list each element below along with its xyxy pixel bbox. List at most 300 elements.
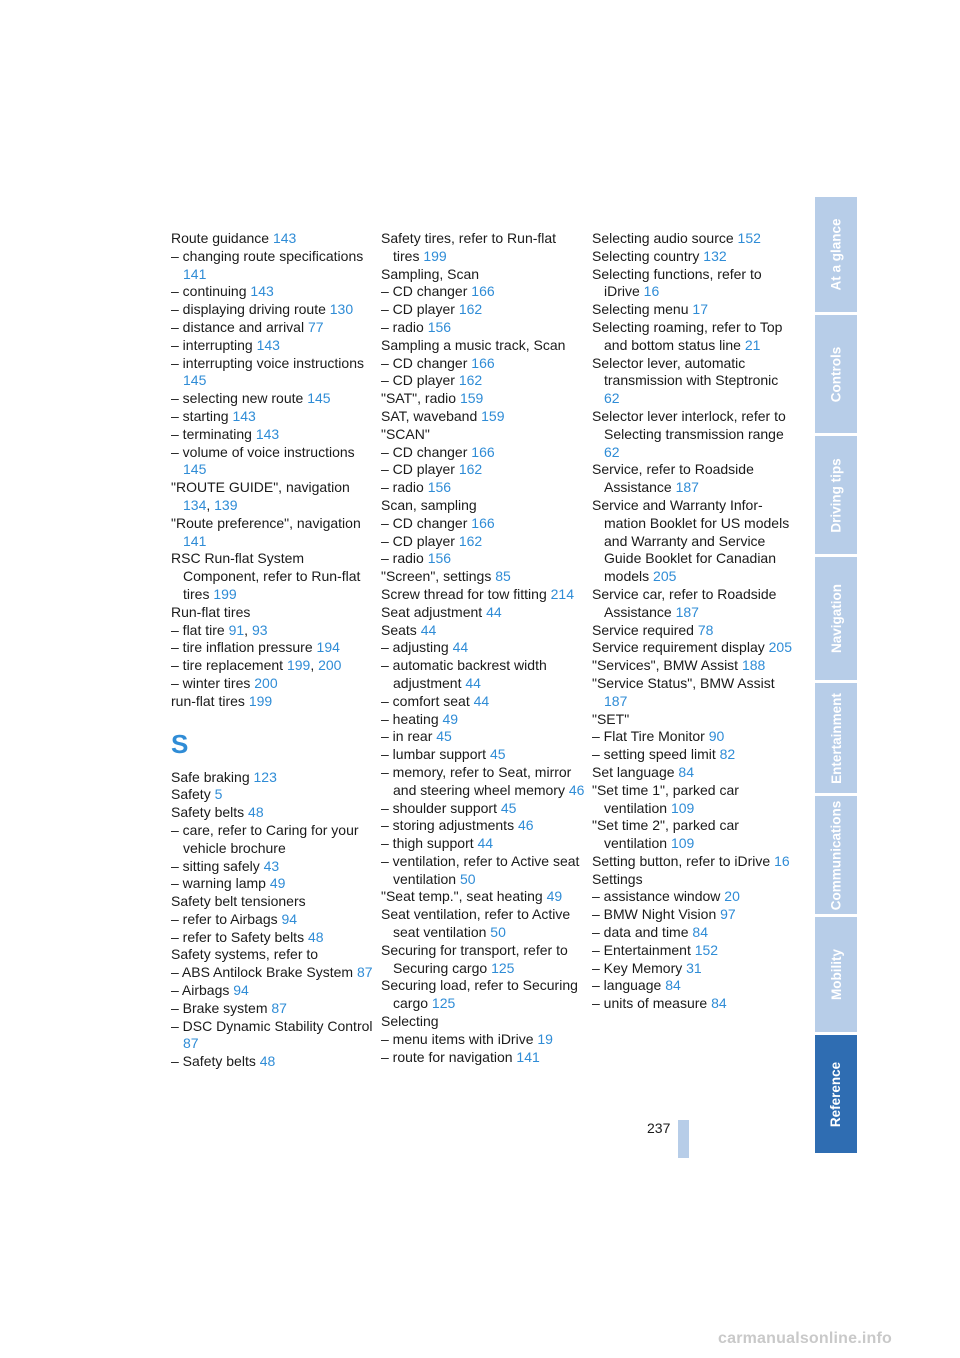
chapter-tab-label: Entertainment [828, 692, 844, 784]
index-entry [171, 675, 376, 693]
page-reference-link[interactable]: 49 [546, 888, 563, 905]
index-entry-term: – selecting new route [171, 390, 304, 407]
index-entry-term: – CD player [381, 532, 455, 549]
chapter-sidebar [815, 197, 857, 1156]
index-entry [381, 266, 586, 284]
index-entry [592, 960, 797, 978]
index-entry [171, 822, 376, 858]
index-entry-term: Sampling a music track, Scan [381, 336, 566, 353]
index-entry-term: Selector lever, automatic transmission with Steptronic [592, 354, 779, 389]
index-entry-term: – Entertainment [592, 941, 691, 958]
index-entry-term: Selecting functions, refer to iDrive [592, 265, 762, 300]
index-entry [171, 929, 376, 947]
index-entry [592, 942, 797, 960]
page-reference-link[interactable]: 109 [670, 799, 695, 816]
page-reference-link[interactable]: 205 [768, 639, 792, 656]
index-entry-term: Safety belts [171, 804, 245, 821]
page-reference-link[interactable]: 166 [471, 354, 495, 371]
index-entry [592, 622, 797, 640]
index-entry [592, 871, 797, 889]
page-reference-link[interactable]: 84 [678, 763, 694, 780]
page-reference-link[interactable]: 125 [431, 995, 456, 1012]
index-entry-term: – DSC Dynamic Stability Control [171, 1017, 373, 1034]
page-reference-link[interactable]: 5 [214, 786, 223, 803]
page-reference-link[interactable]: 134 [183, 496, 207, 513]
index-entry-term: Selecting menu [592, 301, 689, 318]
index-entry [171, 355, 376, 391]
index-entry [592, 497, 797, 586]
page-reference-link[interactable]: 143 [232, 407, 256, 424]
index-entry-term: Safety tires, refer to Run-flat tires [381, 230, 557, 264]
index-entry-term: – distance and arrival [171, 318, 305, 335]
index-entry-term: – terminating [171, 425, 252, 442]
index-entry-term: – winter tires [171, 674, 251, 691]
index-entry-term: Selector lever interlock, refer to Selecting transmission range [592, 407, 786, 442]
index-entry-term: – ventilation, refer to Active seat ventilation [381, 852, 580, 887]
index-entry-term: "SCAN" [381, 425, 430, 442]
index-entry [171, 964, 376, 982]
page-reference-link[interactable]: 93 [251, 621, 268, 638]
page-reference-link[interactable]: 199 [286, 657, 311, 674]
page-reference-link[interactable]: 145 [183, 372, 207, 389]
index-entry [592, 764, 797, 782]
index-entry [381, 764, 586, 800]
page-reference-link[interactable]: 162 [458, 461, 483, 478]
index-entry [592, 906, 797, 924]
index-entry-term: Setting button, refer to iDrive [592, 852, 771, 869]
index-entry [381, 657, 586, 693]
index-entry-term: Securing load, refer to Securing cargo [381, 977, 578, 1012]
page-reference-link[interactable]: 50 [490, 924, 506, 941]
index-entry [381, 283, 586, 301]
index-entry [171, 982, 376, 1000]
index-entry-term: – automatic backrest width adjustment [381, 657, 547, 691]
index-entry-term: "SAT", radio [381, 390, 457, 407]
index-entry [171, 893, 376, 911]
page-reference-link[interactable]: 62 [604, 390, 620, 407]
page-reference-link[interactable]: 194 [316, 639, 340, 656]
chapter-tab-label: At a glance [828, 218, 844, 291]
page-reference-link[interactable]: 159 [459, 390, 484, 407]
chapter-tab-label: Communications [828, 800, 844, 910]
page-reference-link[interactable]: 200 [254, 674, 278, 691]
index-entry [592, 817, 797, 853]
index-entry [171, 1000, 376, 1018]
page-reference-link[interactable]: 94 [233, 982, 249, 999]
page-reference-link[interactable]: 141 [183, 532, 207, 549]
index-entry [592, 461, 797, 497]
index-entry-term: – CD changer [381, 514, 468, 531]
index-entry: "ROUTE GUIDE", navigation 134, 139 [171, 479, 350, 513]
index-entry [381, 906, 586, 942]
index-entry-term: – radio [381, 479, 424, 496]
page-reference-link[interactable]: 145 [307, 390, 331, 407]
page-reference-link[interactable]: 199 [248, 692, 273, 709]
page-reference-link[interactable]: 162 [458, 532, 483, 549]
chapter-tab-entertainment[interactable] [815, 683, 857, 793]
index-entry-term: – refer to Airbags [171, 910, 278, 927]
index-entry-term: Seats [381, 621, 417, 638]
page-reference-link[interactable]: 94 [281, 910, 298, 927]
index-entry-term: – refer to Safety belts [171, 928, 305, 945]
index-entry [171, 283, 376, 301]
index-column-2 [381, 230, 586, 1066]
index-entry [381, 977, 586, 1013]
index-entry [381, 533, 586, 551]
index-entry [381, 230, 586, 266]
page-reference-link[interactable]: 156 [427, 550, 452, 567]
index-entry-term: Settings [592, 870, 643, 887]
page-reference-link[interactable]: 62 [604, 443, 620, 460]
index-entry [171, 230, 376, 248]
index-entry [592, 711, 797, 729]
index-entry-term: Run-flat tires [171, 603, 251, 620]
index-entry-term: – starting [171, 407, 229, 424]
index-entry [592, 586, 797, 622]
page-reference-link[interactable]: 141 [516, 1048, 540, 1065]
index-entry-term: – CD changer [381, 354, 468, 371]
index-entry-term: Seat ventilation, refer to Active seat ventilation [381, 906, 571, 941]
page-reference-link[interactable]: 78 [697, 621, 714, 638]
page-reference-link[interactable]: 44 [465, 674, 481, 691]
watermark: carmanualsonline.info [718, 1330, 893, 1347]
page-reference-link[interactable]: 214 [550, 585, 574, 602]
index-entry-term: – adjusting [381, 639, 449, 656]
page-reference-link[interactable]: 91 [228, 621, 245, 638]
page-reference-link[interactable]: 84 [711, 995, 727, 1012]
page-reference-link[interactable]: 141 [183, 265, 207, 282]
page-reference-link[interactable]: 152 [694, 941, 719, 958]
index-entry [381, 497, 586, 515]
page-reference-link[interactable]: 49 [269, 875, 286, 892]
index-entry [592, 230, 797, 248]
index-entry-term: – assistance window [592, 888, 721, 905]
index-entry: – flat tire 91, 93 [171, 621, 268, 638]
index-entry-term: – CD changer [381, 283, 468, 300]
index-entry [381, 800, 586, 818]
index-entry-term: Scan, sampling [381, 496, 477, 513]
index-entry-term: run-flat tires [171, 692, 245, 709]
index-entry [592, 266, 797, 302]
page-reference-link[interactable]: 20 [724, 888, 740, 905]
index-entry-term: – warning lamp [171, 875, 266, 892]
index-entry-term: – tire inflation pressure [171, 639, 313, 656]
index-entry [592, 888, 797, 906]
chapter-tab-reference[interactable] [815, 1035, 857, 1153]
index-entry [381, 622, 586, 640]
index-entry [381, 586, 586, 604]
index-entry [171, 248, 376, 284]
page-reference-link[interactable]: 85 [495, 568, 511, 585]
page-reference-link[interactable]: 143 [255, 425, 280, 442]
index-entry [171, 804, 376, 822]
index-entry [592, 639, 797, 657]
chapter-tab-controls[interactable] [815, 315, 857, 433]
index-entry [381, 693, 586, 711]
index-entry-term: Service required [592, 621, 694, 638]
page-reference-link[interactable]: 143 [250, 283, 274, 300]
page-reference-link[interactable]: 84 [692, 924, 708, 941]
index-entry [381, 515, 586, 533]
index-entry-term: Selecting country [592, 247, 700, 264]
index-entry-term: Safety belt tensioners [171, 893, 306, 910]
index-entry-term: – radio [381, 318, 424, 335]
index-entry [381, 1049, 586, 1067]
page-reference-link[interactable]: 16 [774, 852, 790, 869]
page-reference-link[interactable]: 200 [318, 657, 342, 674]
index-entry-term: – heating [381, 710, 439, 727]
page-reference-link[interactable]: 45 [436, 728, 452, 745]
page-reference-link[interactable]: 159 [481, 407, 505, 424]
page-reference-link[interactable]: 16 [643, 283, 660, 300]
index-entry [381, 711, 586, 729]
index-entry [171, 337, 376, 355]
page-reference-link[interactable]: 87 [271, 999, 287, 1016]
index-entry-term: – BMW Night Vision [592, 906, 717, 923]
index-entry [171, 946, 376, 964]
page-reference-link[interactable]: 45 [500, 799, 517, 816]
index-entry-term: "Screen", settings [381, 568, 492, 585]
index-entry-term: Safe braking [171, 768, 250, 785]
page-reference-link[interactable]: 46 [568, 781, 585, 798]
page-reference-link[interactable]: 77 [307, 318, 324, 335]
index-entry [171, 769, 376, 787]
page-reference-link[interactable]: 48 [248, 804, 264, 821]
index-entry-term: "Route preference", navigation [171, 514, 361, 531]
index-entry-term: – care, refer to Caring for your vehicle brochure [171, 821, 359, 856]
index-entry-term: Service car, refer to Roadside Assistance [592, 585, 777, 620]
page-reference-link[interactable]: 132 [703, 247, 727, 264]
page-reference-link[interactable]: 50 [459, 870, 476, 887]
page-reference-link[interactable]: 125 [491, 959, 515, 976]
index-entry [592, 728, 797, 746]
index-entry [171, 693, 376, 711]
page-reference-link[interactable]: 205 [653, 568, 677, 585]
index-entry [381, 319, 586, 337]
index-entry [592, 924, 797, 942]
index-entry-term: – shoulder support [381, 799, 497, 816]
page-reference-link[interactable]: 44 [473, 692, 490, 709]
page-reference-link[interactable]: 21 [744, 336, 761, 353]
index-entry [381, 337, 586, 355]
index-entry [171, 408, 376, 426]
index-entry [381, 550, 586, 568]
index-entry [171, 1053, 376, 1071]
index-entry [592, 746, 797, 764]
page-reference-link[interactable]: 188 [741, 657, 766, 674]
index-entry-term: – memory, refer to Seat, mirror and steering wheel memory [381, 763, 572, 798]
index-entry-term: – volume of voice instructions [171, 443, 355, 460]
index-entry-term: Selecting [381, 1013, 439, 1030]
page-reference-link[interactable]: 19 [537, 1030, 553, 1047]
index-entry-term: – interrupting voice instructions [171, 354, 364, 371]
page-reference-link[interactable]: 84 [665, 977, 681, 994]
index-entry-term: Sampling, Scan [381, 265, 480, 282]
page-reference-link[interactable]: 152 [737, 230, 761, 246]
page-reference-link[interactable]: 143 [272, 230, 297, 246]
index-entry-term: RSC Run-flat System Component, refer to Run-flat tires [171, 550, 361, 602]
index-entry [381, 1013, 586, 1031]
index-entry [381, 461, 586, 479]
index-entry [381, 728, 586, 746]
page-reference-link[interactable]: 187 [604, 692, 628, 709]
index-entry-term: Set language [592, 763, 675, 780]
index-entry [381, 942, 586, 978]
page-reference-link[interactable]: 45 [489, 746, 506, 763]
page-reference-link[interactable]: 97 [720, 906, 736, 923]
index-entry-term: Service requirement display [592, 639, 765, 656]
index-entry-term: – Airbags [171, 982, 230, 999]
index-entry [381, 355, 586, 373]
index-entry-term: Route guidance [171, 230, 270, 246]
page-reference-link[interactable]: 87 [183, 1035, 199, 1052]
chapter-tab-label: Reference [828, 1061, 844, 1127]
index-entry [171, 786, 376, 804]
index-entry [381, 301, 586, 319]
page-reference-link[interactable]: 44 [452, 639, 469, 656]
chapter-tab-label: Navigation [828, 583, 844, 654]
chapter-tab-label: Controls [828, 346, 844, 402]
page-reference-link[interactable]: 187 [675, 603, 699, 620]
page-reference-link[interactable]: 145 [183, 461, 207, 478]
index-entry-term: – CD changer [381, 443, 468, 460]
index-entry-term: – Brake system [171, 999, 268, 1016]
index-entry-term: – menu items with iDrive [381, 1030, 534, 1047]
chapter-tab-label: Mobility [828, 949, 844, 1000]
index-entry-term: "Set time 1", parked car ventilation [592, 781, 739, 816]
page-reference-link[interactable]: 17 [692, 301, 708, 318]
page-reference-link[interactable]: 109 [670, 835, 695, 852]
index-entry [171, 319, 376, 337]
index-entry-term: Safety systems, refer to [171, 946, 319, 963]
page-reference-link[interactable]: 130 [329, 301, 354, 318]
section-letter: S [171, 728, 189, 759]
page-reference-link[interactable]: 87 [356, 964, 373, 981]
index-entry [171, 639, 376, 657]
index-entry-term: – language [592, 977, 662, 994]
index-column-3 [592, 230, 797, 1013]
page-reference-link[interactable]: 48 [307, 928, 324, 945]
page-reference-link[interactable]: 44 [420, 621, 437, 638]
index-entry [171, 444, 376, 480]
page-reference-link[interactable]: 162 [458, 301, 483, 318]
page-reference-link[interactable]: 162 [458, 372, 483, 389]
index-entry-term: – sitting safely [171, 857, 260, 874]
page-reference-link[interactable]: 156 [427, 318, 452, 335]
page-reference-link[interactable]: 82 [719, 746, 736, 763]
index-entry [171, 911, 376, 929]
index-entry [381, 372, 586, 390]
index-entry-term: Selecting roaming, refer to Top and bottom status line [592, 318, 783, 353]
index-entry [381, 408, 586, 426]
index-entry-term: – comfort seat [381, 692, 470, 709]
index-entry-term: Securing for transport, refer to Securing cargo [381, 941, 568, 976]
index-entry-term: – flat tire [171, 621, 225, 638]
index-entry-term: – CD player [381, 372, 455, 389]
index-entry-term: – tire replacement [171, 657, 284, 674]
index-entry-term: "ROUTE GUIDE", navigation [171, 479, 350, 496]
page-reference-link[interactable]: 46 [517, 817, 534, 834]
index-entry-term: – continuing [171, 283, 247, 300]
index-entry [171, 604, 376, 622]
index-entry-term: – route for navigation [381, 1048, 513, 1065]
page-reference-link[interactable]: 199 [423, 247, 447, 264]
index-entry [381, 639, 586, 657]
index-entry-term: "Services", BMW Assist [592, 657, 739, 674]
chapter-tab-communications[interactable] [815, 796, 857, 914]
index-entry-term: "Set time 2", parked car ventilation [592, 817, 739, 852]
index-entry [381, 390, 586, 408]
index-entry [592, 657, 797, 675]
page-reference-link[interactable]: 166 [471, 443, 495, 460]
index-entry [171, 301, 376, 319]
index-entry-term: – radio [381, 550, 424, 567]
index-entry [171, 515, 376, 551]
index-entry [171, 875, 376, 893]
index-entry [381, 444, 586, 462]
index-entry [171, 858, 376, 876]
index-entry-term: – units of measure [592, 995, 708, 1012]
page-reference-link[interactable]: 44 [477, 835, 494, 852]
index-entry-term: Service, refer to Roadside Assistance [592, 461, 754, 496]
index-entry [592, 319, 797, 355]
index-entry-term: Selecting audio source [592, 230, 734, 246]
page-reference-link[interactable]: 44 [486, 603, 502, 620]
page-reference-link[interactable]: 199 [213, 585, 237, 602]
index-entry [592, 977, 797, 995]
chapter-tab-driving-tips[interactable] [815, 436, 857, 554]
index-entry-term: – Key Memory [592, 959, 683, 976]
page-reference-link[interactable]: 43 [263, 857, 280, 874]
page-reference-link[interactable]: 156 [427, 479, 452, 496]
index-entry-term: – setting speed limit [592, 746, 716, 763]
page-reference-link[interactable]: 31 [686, 959, 702, 976]
page-reference-link[interactable]: 123 [253, 768, 277, 785]
index-entry-term: – data and time [592, 924, 689, 941]
index-entry-term: – CD player [381, 301, 455, 318]
index-entry: – tire replacement 199, 200 [171, 657, 342, 674]
index-entry [171, 426, 376, 444]
index-entry [381, 568, 586, 586]
page-reference-link[interactable]: 143 [256, 336, 280, 353]
index-entry [381, 817, 586, 835]
page-reference-link[interactable]: 187 [675, 479, 699, 496]
page-reference-link[interactable]: 48 [259, 1053, 276, 1070]
index-entry-term: – storing adjustments [381, 817, 515, 834]
chapter-tab-navigation[interactable] [815, 557, 857, 680]
chapter-tab-at-a-glance[interactable] [815, 197, 857, 312]
index-entry [381, 835, 586, 853]
index-entry-term: – interrupting [171, 336, 253, 353]
page-reference-link[interactable]: 166 [471, 514, 495, 531]
page-reference-link[interactable]: 139 [214, 496, 238, 513]
page-reference-link[interactable]: 166 [471, 283, 495, 300]
index-entry-term: – thigh support [381, 835, 474, 852]
index-entry-term: "Service Status", BMW Assist [592, 674, 775, 691]
page-reference-link[interactable]: 49 [442, 710, 459, 727]
index-entry [592, 782, 797, 818]
chapter-tab-mobility[interactable] [815, 917, 857, 1032]
chapter-tab-label: Driving tips [828, 457, 844, 533]
index-entry [171, 550, 376, 603]
index-entry-term: – lumbar support [381, 746, 487, 763]
page-reference-link[interactable]: 90 [708, 728, 725, 745]
index-entry [592, 995, 797, 1013]
page-number: 237 [647, 1120, 671, 1136]
page-number-bar [678, 1120, 689, 1158]
index-entry [381, 479, 586, 497]
index-entry [381, 604, 586, 622]
